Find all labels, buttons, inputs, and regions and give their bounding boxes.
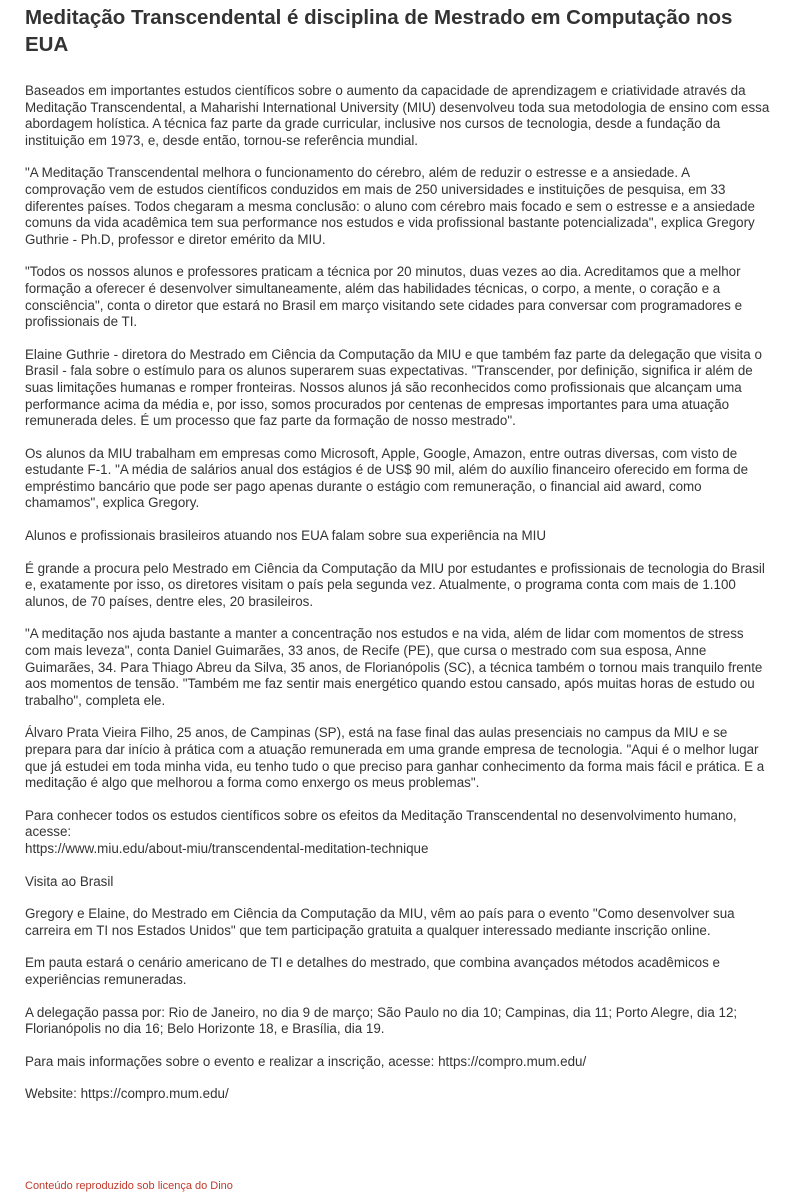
article-paragraph: É grande a procura pelo Mestrado em Ciência da Computação da MIU por estudantes e profissionais de tecnologia do Brasil e, exatamente por isso, os diretores visitam o país pela segunda vez. Atualmente, o programa conta com mais de 1.100 alunos, de 70 países, dentre eles, 20 brasileiros. [25, 560, 765, 609]
section-subheading: Visita ao Brasil [25, 873, 114, 889]
info-paragraph [25, 1054, 770, 1071]
studies-link[interactable]: https://www.miu.edu/about-miu/transcendental-meditation-technique [25, 840, 429, 856]
article-paragraph: Gregory e Elaine, do Mestrado em Ciência da Computação da MIU, vêm ao país para o evento "Como desenvolver sua carreira em TI nos Estados Unidos" que tem participação gratuita a qualquer interessado mediante inscrição online. [25, 906, 735, 938]
article-paragraph: Os alunos da MIU trabalham em empresas como Microsoft, Apple, Google, Amazon, entre outras diversas, com visto de estudante F-1. "A média de salários anual dos estágios é de US$ 90 mil, além do auxílio financeiro oferecido em forma de empréstimo bancário que pode ser pago apenas durante o estágio com remuneração, o financial aid award, como chamamos", explica Gregory. [25, 445, 749, 511]
article-paragraph: "Todos os nossos alunos e professores praticam a técnica por 20 minutos, duas vezes ao dia. Acreditamos que a melhor formação a oferecer é desenvolver simultaneamente, além das habilidades técnicas, o corpo, a mente, o coração e a consciência", conta o diretor que estará no Brasil em março visitando sete cidades para conversar com programadores e profissionais de TI. [25, 264, 743, 330]
info-text: Para mais informações sobre o evento e realizar a inscrição, acesse: [25, 1053, 439, 1069]
article-paragraph: Elaine Guthrie - diretora do Mestrado em Ciência da Computação da MIU e que também faz parte da delegação que visita o Brasil - fala sobre o estímulo para os alunos superarem suas expectativas. "Transcender, por definição, significa ir além de suas limitações humanas e romper fronteiras. Nossos alunos já são reconhecidos como profissionais que alcançam uma performance acima da média e, por isso, somos procurados por centenas de empresas importantes para uma atuação remunerada deles. É um processo que faz parte da formação de nosso mestrado". [25, 346, 762, 429]
article [25, 4, 770, 1119]
article-paragraph: Em pauta estará o cenário americano de TI e detalhes do mestrado, que combina avançados métodos acadêmicos e experiências remuneradas. [25, 955, 720, 987]
website-link[interactable]: https://compro.mum.edu/ [80, 1086, 229, 1102]
website-label: Website: [25, 1086, 81, 1102]
article-paragraph: Baseados em importantes estudos científicos sobre o aumento da capacidade de aprendizagem e criatividade através da Meditação Transcendental, a Maharishi International University (MIU) desenvolveu toda sua metodologia de ensino com essa abordagem holística. A técnica faz parte da grade curricular, inclusive nos cursos de tecnologia, desde a fundação da instituição em 1973, e, desde então, tornou-se referência mundial. [25, 83, 770, 148]
source-note: Conteúdo reproduzido sob licença do Dino [25, 1180, 233, 1192]
article-paragraph: Álvaro Prata Vieira Filho, 25 anos, de Campinas (SP), está na fase final das aulas presenciais no campus da MIU e se prepara para dar início à prática com a atuação remunerada em uma grande empresa de tecnologia. "Aqui é o melhor lugar que já estudei em toda minha vida, eu tenho tudo o que preciso para ganhar conhecimento da forma mais fácil e prática. E a meditação é algo que melhorou a forma como enxergo os meus problemas". [25, 725, 765, 791]
article-paragraph: "A Meditação Transcendental melhora o funcionamento do cérebro, além de reduzir o estresse e a ansiedade. A comprovação vem de estudos científicos conduzidos em mais de 250 universidades e instituições de pesquisa, em 33 diferentes países. Todos chegaram a mesma conclusão: o aluno com cérebro mais focado e sem o estresse e a ansiedade comuns da vida acadêmica tem sua performance nos estudos e vida profissional bastante potencializada", explica Gregory Guthrie - Ph.D, professor e diretor emérito da MIU. [25, 165, 755, 247]
website-line [25, 1086, 770, 1103]
article-paragraph: "A meditação nos ajuda bastante a manter a concentração nos estudos e na vida, além de lidar com momentos de stress com mais leveza", conta Daniel Guimarães, 33 anos, de Recife (PE), que cursa o mestrado com sua esposa, Anne Guimarães, 34. Para Thiago Abreu da Silva, 35 anos, de Florianópolis (SC), a técnica também o tornou mais tranquilo frente aos momentos de tensão. "Também me faz sentir mais energético quando estou cansado, após muitas horas de estudo ou trabalho", completa ele. [25, 626, 763, 708]
article-paragraph: A delegação passa por: Rio de Janeiro, no dia 9 de março; São Paulo no dia 10; Campinas, dia 11; Porto Alegre, dia 12; Florianópolis no dia 16; Belo Horizonte 18, e Brasília, dia 19. [25, 1004, 738, 1037]
article-title: Meditação Transcendental é disciplina de Mestrado em Computação nos EUA [25, 6, 733, 56]
article-paragraph: Alunos e profissionais brasileiros atuando nos EUA falam sobre sua experiência na MIU [25, 528, 547, 544]
studies-paragraph [25, 808, 770, 858]
studies-text: Para conhecer todos os estudos científicos sobre os efeitos da Meditação Transcendental no desenvolvimento humano, acesse: [25, 807, 737, 840]
info-link[interactable]: https://compro.mum.edu/ [438, 1053, 587, 1069]
